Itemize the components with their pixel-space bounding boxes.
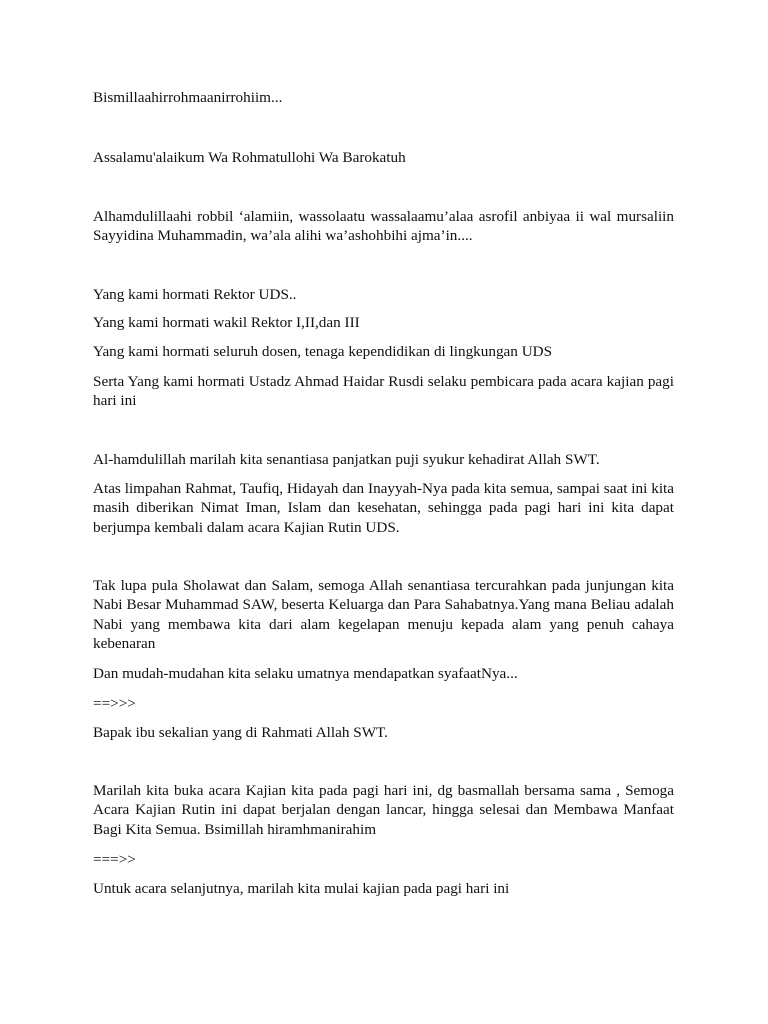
respect-rector: Yang kami hormati Rektor UDS.. [93,286,297,303]
sholawat-paragraph: Tak lupa pula Sholawat dan Salam, semoga Allah senantiasa tercurahkan pada junjungan kita Nabi Besar Muhammad SAW, beserta Keluarga dan Para Sahabatnya.Yang mana Beliau adalah Nabi yang membawa kita dari alam kegelapan menuju kepada alam yang penuh cahaya kebenaran [93,577,674,653]
arrow-separator-2: ===>> [93,851,136,868]
respect-speaker: Serta Yang kami hormati Ustadz Ahmad Haidar Rusdi selaku pembicara pada acara kajian pagi hari ini [93,373,674,410]
blessings-paragraph: Atas limpahan Rahmat, Taufiq, Hidayah dan Inayyah-Nya pada kita semua, sampai saat ini kita masih diberikan Nimat Iman, Islam dan kesehatan, sehingga pada pagi hari ini kita dapat berjumpa kembali dalam acara Kajian Rutin UDS. [93,480,674,536]
respect-vice-rector: Yang kami hormati wakil Rektor I,II,dan III [93,314,360,331]
syafaat-line: Dan mudah-mudahan kita selaku umatnya mendapatkan syafaatNya... [93,665,518,682]
document-page [93,0,674,1024]
hamdalah-paragraph: Alhamdulillaahi robbil ‘alamiin, wassolaatu wassalaamu’alaa asrofil anbiyaa ii wal mursaliin Sayyidina Muhammadin, wa’ala alihi wa’ashohbihi ajma’in.... [93,208,674,245]
gratitude-line: Al-hamdulillah marilah kita senantiasa panjatkan puji syukur kehadirat Allah SWT. [93,451,600,468]
respect-lecturers: Yang kami hormati seluruh dosen, tenaga kependidikan di lingkungan UDS [93,343,553,360]
greeting-salam: Assalamu'alaikum Wa Rohmatullohi Wa Barokatuh [93,149,406,166]
opening-paragraph: Marilah kita buka acara Kajian kita pada pagi hari ini, dg basmallah bersama sama , Semoga Acara Kajian Rutin ini dapat berjalan dengan lancar, hingga selesai dan Membawa Manfaat Bagi Kita Semua. Bsimillah hiramhmanirahim [93,782,674,838]
opening-basmalah: Bismillaahirrohmaanirrohiim... [93,89,283,106]
next-agenda-line: Untuk acara selanjutnya, marilah kita mulai kajian pada pagi hari ini [93,880,510,897]
audience-address: Bapak ibu sekalian yang di Rahmati Allah SWT. [93,724,388,741]
arrow-separator-1: ==>>> [93,695,136,712]
